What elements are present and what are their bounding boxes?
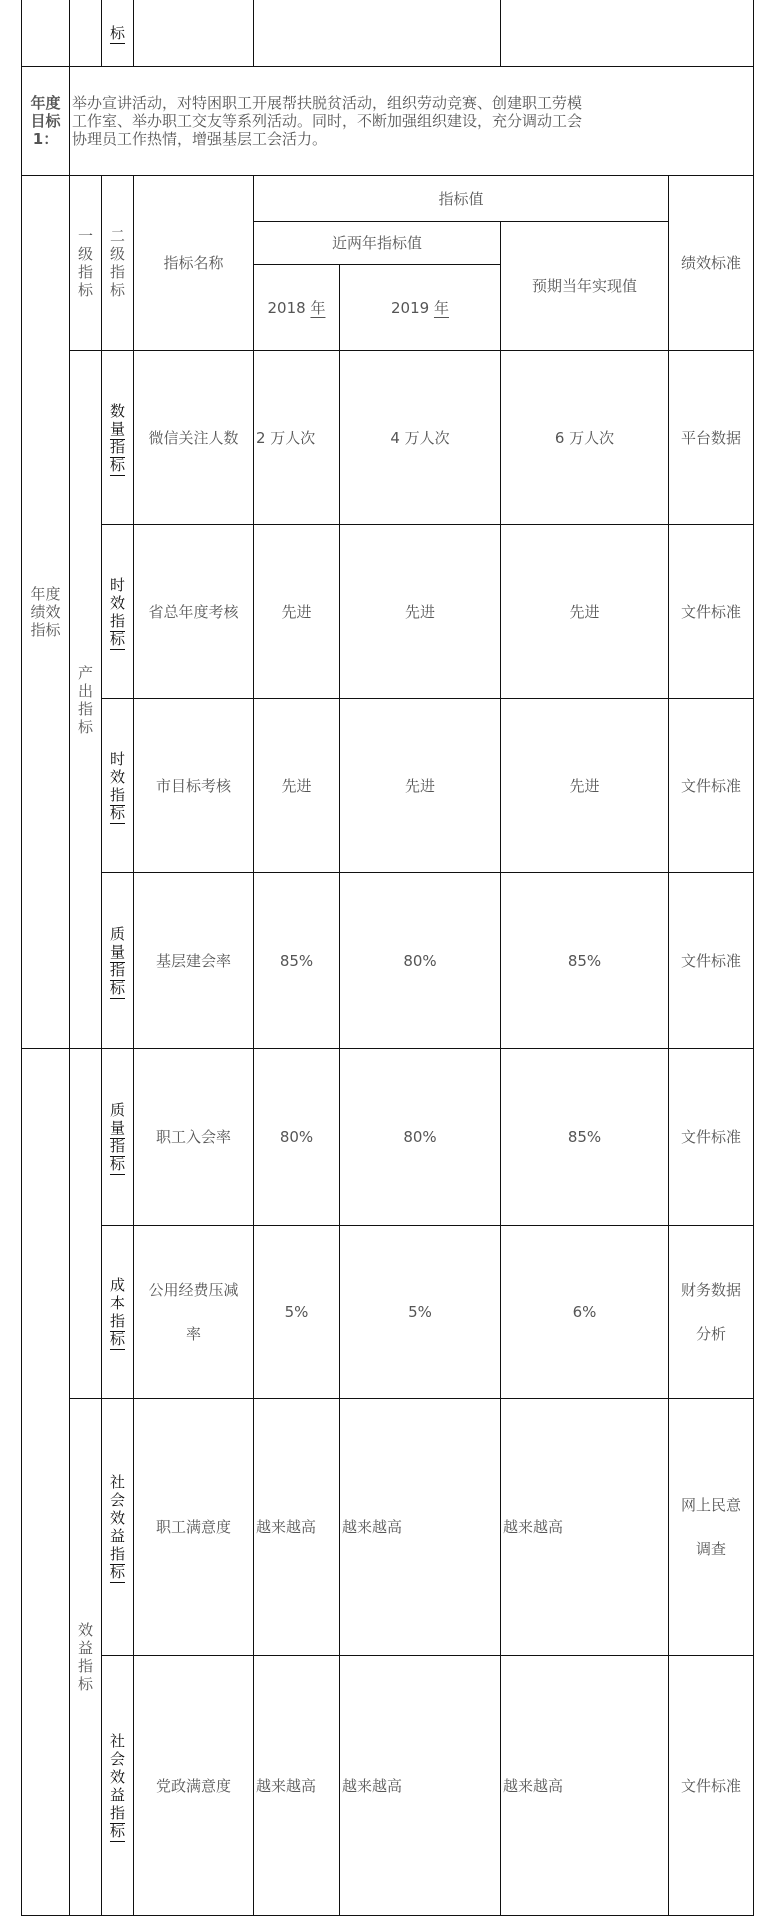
- standard-line: 财务数据: [680, 1281, 741, 1299]
- cell-empty: [134, 0, 254, 67]
- header-char: 指: [109, 263, 125, 281]
- label-char: 指: [109, 960, 125, 979]
- value-2019: 越来越高: [340, 1656, 501, 1916]
- label-char: 本: [109, 1294, 125, 1312]
- label-char: 会: [109, 1491, 125, 1509]
- level2-cost-indicator: [102, 1226, 134, 1399]
- label-char: 出: [77, 681, 93, 700]
- indicator-name: 基层建会率: [134, 873, 254, 1049]
- value-expected: 先进: [501, 699, 669, 873]
- level1-output-indicator: [70, 351, 102, 1049]
- level2-quality-indicator: [102, 1049, 134, 1226]
- indicator-name: 微信关注人数: [134, 351, 254, 525]
- performance-table-part2: [21, 1048, 754, 1916]
- value-expected: 越来越高: [501, 1399, 669, 1656]
- value-expected: 85%: [501, 873, 669, 1049]
- value-2019: 80%: [340, 873, 501, 1049]
- header-year-2019: [340, 265, 501, 351]
- cell-empty: [70, 1049, 102, 1399]
- header-row-1: [22, 176, 754, 222]
- value-2019: 5%: [340, 1226, 501, 1399]
- label-char: 质: [109, 1101, 125, 1119]
- label-char: 社: [109, 1731, 125, 1750]
- performance-table-part1: [21, 0, 754, 1049]
- label-char: 量: [109, 942, 125, 961]
- value-expected: 6%: [501, 1226, 669, 1399]
- goal-text-line: 工作室、举办职工交友等系列活动。同时，不断加强组织建设，充分调动工会: [72, 112, 583, 130]
- year-suffix: 年: [433, 298, 449, 317]
- level1-benefit-indicator: [70, 1399, 102, 1916]
- value-2018: 80%: [254, 1049, 340, 1226]
- label-char: 效: [109, 593, 125, 612]
- year-number: 2018: [267, 298, 306, 317]
- name-line: 率: [185, 1325, 201, 1343]
- header-char: 标: [77, 281, 93, 299]
- standard-line: 分析: [695, 1325, 726, 1343]
- level2-quality-indicator: [102, 873, 134, 1049]
- value-2019: 先进: [340, 525, 501, 699]
- cell-empty: [254, 0, 501, 67]
- value-2018: 先进: [254, 699, 340, 873]
- value-2019: 先进: [340, 699, 501, 873]
- label-char: 标: [77, 1675, 93, 1693]
- level2-char: 标: [109, 23, 125, 42]
- label-char: 标: [109, 455, 125, 474]
- header-char: 指: [77, 263, 93, 281]
- label-char: 指: [109, 1137, 125, 1155]
- label-char: 效: [109, 1509, 125, 1527]
- table-row-fragment: [22, 0, 754, 67]
- label-char: 指: [109, 1545, 125, 1563]
- goal-text-line: 举办宣讲活动，对特困职工开展帮扶脱贫活动，组织劳动竞赛、创建职工劳模: [72, 94, 583, 112]
- label-char: 时: [109, 749, 125, 768]
- value-2018: 越来越高: [254, 1656, 340, 1916]
- label-char: 指: [77, 1657, 93, 1675]
- indicator-name: 职工入会率: [134, 1049, 254, 1226]
- performance-standard: 文件标准: [669, 1049, 754, 1226]
- header-char: 标: [109, 281, 125, 299]
- cell-empty: [501, 0, 754, 67]
- table-row: [22, 1656, 754, 1916]
- cell-empty: [70, 0, 102, 67]
- level2-social-benefit-indicator: [102, 1656, 134, 1916]
- indicator-name: 市目标考核: [134, 699, 254, 873]
- cell-empty: [22, 1049, 70, 1916]
- annual-goal-row: [22, 67, 754, 176]
- standard-line: 调查: [695, 1540, 726, 1558]
- level2-timeliness-indicator: [102, 525, 134, 699]
- value-2019: 80%: [340, 1049, 501, 1226]
- label-char: 标: [109, 629, 125, 648]
- annual-performance-indicators-label: [22, 176, 70, 1049]
- label-char: 效: [77, 1621, 93, 1639]
- label-char: 标: [109, 1821, 125, 1840]
- level2-fragment: [102, 0, 134, 67]
- label-char: 产: [77, 663, 93, 682]
- performance-standard: [669, 1226, 754, 1399]
- table-row: [22, 1226, 754, 1399]
- header-expected-value: 预期当年实现值: [501, 222, 669, 351]
- performance-standard: 文件标准: [669, 873, 754, 1049]
- goal-label-line: 目标: [30, 112, 61, 130]
- performance-standard: [669, 1399, 754, 1656]
- label-char: 标: [109, 1155, 125, 1173]
- label-char: 指: [109, 785, 125, 804]
- goal-label-line: 1：: [32, 130, 59, 148]
- label-char: 成: [109, 1276, 125, 1294]
- header-level1-indicator: [70, 176, 102, 351]
- indicator-name: 省总年度考核: [134, 525, 254, 699]
- value-2018: 越来越高: [254, 1399, 340, 1656]
- value-expected: 先进: [501, 525, 669, 699]
- year-number: 2019: [391, 298, 430, 317]
- label-char: 益: [109, 1527, 125, 1545]
- performance-standard: 文件标准: [669, 525, 754, 699]
- label-char: 效: [109, 1767, 125, 1786]
- value-2018: 2 万人次: [254, 351, 340, 525]
- label-char: 指: [109, 1312, 125, 1330]
- label-char: 指: [109, 611, 125, 630]
- year-suffix: 年: [310, 298, 326, 317]
- performance-standard: 平台数据: [669, 351, 754, 525]
- value-expected: 85%: [501, 1049, 669, 1226]
- label-char: 效: [109, 767, 125, 786]
- label-char: 标: [109, 1563, 125, 1581]
- section-label-line: 指标: [30, 621, 61, 639]
- cell-empty: [22, 0, 70, 67]
- level2-quantity-indicator: [102, 351, 134, 525]
- header-performance-standard: 绩效标准: [669, 176, 754, 351]
- annual-goal-label: [22, 67, 70, 176]
- table-row: [22, 1399, 754, 1656]
- indicator-name: 职工满意度: [134, 1399, 254, 1656]
- performance-standard: 文件标准: [669, 699, 754, 873]
- value-2019: 4 万人次: [340, 351, 501, 525]
- indicator-name: 党政满意度: [134, 1656, 254, 1916]
- label-char: 量: [109, 419, 125, 438]
- label-char: 标: [77, 717, 93, 736]
- header-char: 级: [109, 245, 125, 263]
- section-label-line: 年度: [30, 585, 61, 603]
- label-char: 益: [77, 1639, 93, 1657]
- goal-label-line: 年度: [30, 94, 61, 112]
- value-2018: 85%: [254, 873, 340, 1049]
- table-row: [22, 1049, 754, 1226]
- name-line: 公用经费压减: [148, 1281, 239, 1299]
- standard-line: 网上民意: [680, 1496, 741, 1514]
- value-2018: 5%: [254, 1226, 340, 1399]
- table-row: [22, 873, 754, 1049]
- header-year-2018: [254, 265, 340, 351]
- goal-text-line: 协理员工作热情，增强基层工会活力。: [72, 130, 328, 148]
- level2-timeliness-indicator: [102, 699, 134, 873]
- label-char: 标: [109, 803, 125, 822]
- value-expected: 越来越高: [501, 1656, 669, 1916]
- header-indicator-value: 指标值: [254, 176, 669, 222]
- label-char: 会: [109, 1749, 125, 1768]
- header-level2-indicator: [102, 176, 134, 351]
- label-char: 指: [109, 1803, 125, 1822]
- header-char: 一: [77, 227, 93, 245]
- label-char: 指: [77, 699, 93, 718]
- value-expected: 6 万人次: [501, 351, 669, 525]
- label-char: 益: [109, 1785, 125, 1804]
- header-indicator-name: 指标名称: [134, 176, 254, 351]
- table-row: [22, 525, 754, 699]
- label-char: 指: [109, 437, 125, 456]
- label-char: 数: [109, 401, 125, 420]
- label-char: 标: [109, 978, 125, 997]
- label-char: 量: [109, 1119, 125, 1137]
- indicator-name: [134, 1226, 254, 1399]
- header-char: 二: [109, 227, 125, 245]
- value-2019: 越来越高: [340, 1399, 501, 1656]
- section-label-line: 绩效: [30, 603, 61, 621]
- label-char: 时: [109, 575, 125, 594]
- label-char: 社: [109, 1473, 125, 1491]
- performance-standard: 文件标准: [669, 1656, 754, 1916]
- annual-goal-text: [70, 67, 754, 176]
- header-recent-two-years: 近两年指标值: [254, 222, 501, 265]
- level2-social-benefit-indicator: [102, 1399, 134, 1656]
- label-char: 标: [109, 1330, 125, 1348]
- value-2018: 先进: [254, 525, 340, 699]
- table-row: [22, 699, 754, 873]
- label-char: 质: [109, 924, 125, 943]
- header-char: 级: [77, 245, 93, 263]
- table-row: [22, 351, 754, 525]
